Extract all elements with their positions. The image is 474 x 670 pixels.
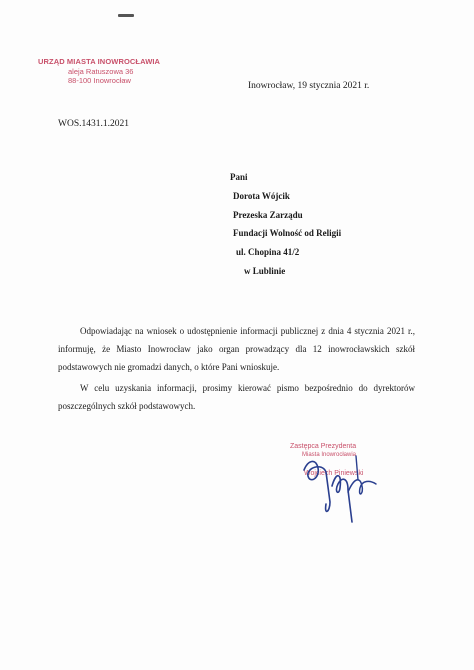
recipient-position: Prezeska Zarządu — [233, 209, 303, 220]
stamp-street: aleja Ratuszowa 36 — [68, 67, 134, 76]
reference-number: WOS.1431.1.2021 — [58, 119, 129, 129]
signature-stamp-name: Wojciech Piniewski — [304, 470, 364, 477]
letter-date: Inowrocław, 19 stycznia 2021 r. — [248, 81, 370, 91]
body-paragraph-1: Odpowiadając na wniosek o udostępnienie informacji publicznej z dnia 4 stycznia 2021 r., informuję, że Miasto Inowrocław jako organ prowadzący dla 12 inowrocławskich szkół podstawowych nie gromadzi danych, o które Pani wnioskuje. — [58, 326, 415, 372]
body-paragraph-2: W celu uzyskania informacji, prosimy kierować pismo bezpośrednio do dyrektorów poszczególnych szkół podstawowych. — [58, 383, 415, 411]
recipient-salutation: Pani — [230, 172, 248, 182]
office-stamp — [38, 57, 183, 85]
stamp-office-name: URZĄD MIASTA INOWROCŁAWIA — [38, 57, 161, 66]
recipient-address — [230, 168, 341, 281]
signature-stamp-title: Zastępca Prezydenta — [290, 443, 357, 450]
recipient-city: w Lublinie — [244, 265, 286, 276]
recipient-street: ul. Chopina 41/2 — [236, 247, 300, 258]
recipient-name: Dorota Wójcik — [233, 190, 290, 201]
recipient-organization: Fundacji Wolność od Religii — [233, 228, 342, 239]
signature-stamp-office: Miasta Inowrocławia — [302, 452, 357, 458]
handwritten-signature — [296, 442, 396, 532]
punch-mark — [118, 14, 134, 17]
stamp-postal: 88-100 Inowrocław — [68, 76, 131, 85]
